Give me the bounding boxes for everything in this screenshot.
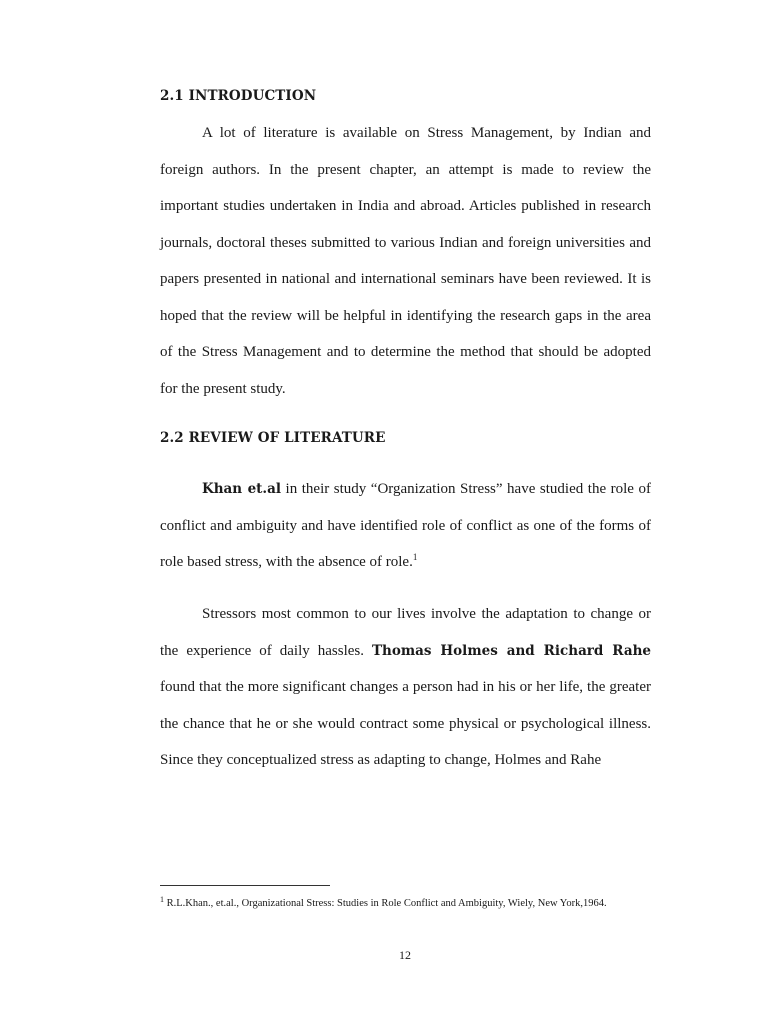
authors-holmes-rahe: Thomas Holmes and Richard Rahe <box>371 642 651 659</box>
introduction-paragraph <box>160 115 651 407</box>
footnote-divider <box>160 885 330 886</box>
author-khan: Khan et.al <box>202 481 281 497</box>
page-number: 12 <box>399 948 411 962</box>
holmes-rahe-paragraph <box>160 596 651 779</box>
khan-text: in their study “Organization Stress” have studied the role of conflict and ambiguity and have identified role of conflict as one of the forms of role based stress, with the absence of role. <box>160 481 651 570</box>
introduction-text: A lot of literature is available on Stress Management, by Indian and foreign authors. In the present chapter, an attempt is made to review the important studies undertaken in India and abroad. Articles published in research journals, doctoral theses submitted to various Indian and foreign universities and papers presented in national and international seminars have been reviewed. It is hoped that the review will be helpful in identifying the research gaps in the area of the Stress Management and to determine the method that should be adopted for the present study. <box>160 125 651 397</box>
footnote-marker: 1 <box>160 895 164 904</box>
khan-paragraph <box>160 471 651 581</box>
section-heading-introduction: 2.1 INTRODUCTION <box>160 88 317 104</box>
holmes-rahe-text: found that the more significant changes a person had in his or her life, the greater the chance that he or she would contract some physical or psychological illness. Since they conceptualized stress as adapting to change, Holmes and Rahe <box>160 679 651 768</box>
footnote-reference: 1 <box>412 552 418 562</box>
footnote <box>160 893 651 914</box>
footnote-text: R.L.Khan., et.al., Organizational Stress: Studies in Role Conflict and Ambiguity, Wiely, New York,1964. <box>164 898 607 909</box>
section-heading-review-of-literature: 2.2 REVIEW OF LITERATURE <box>160 430 386 446</box>
stressors-text: Stressors most common to our lives involve the adaptation to change or the experience of daily hassles. <box>160 606 651 659</box>
